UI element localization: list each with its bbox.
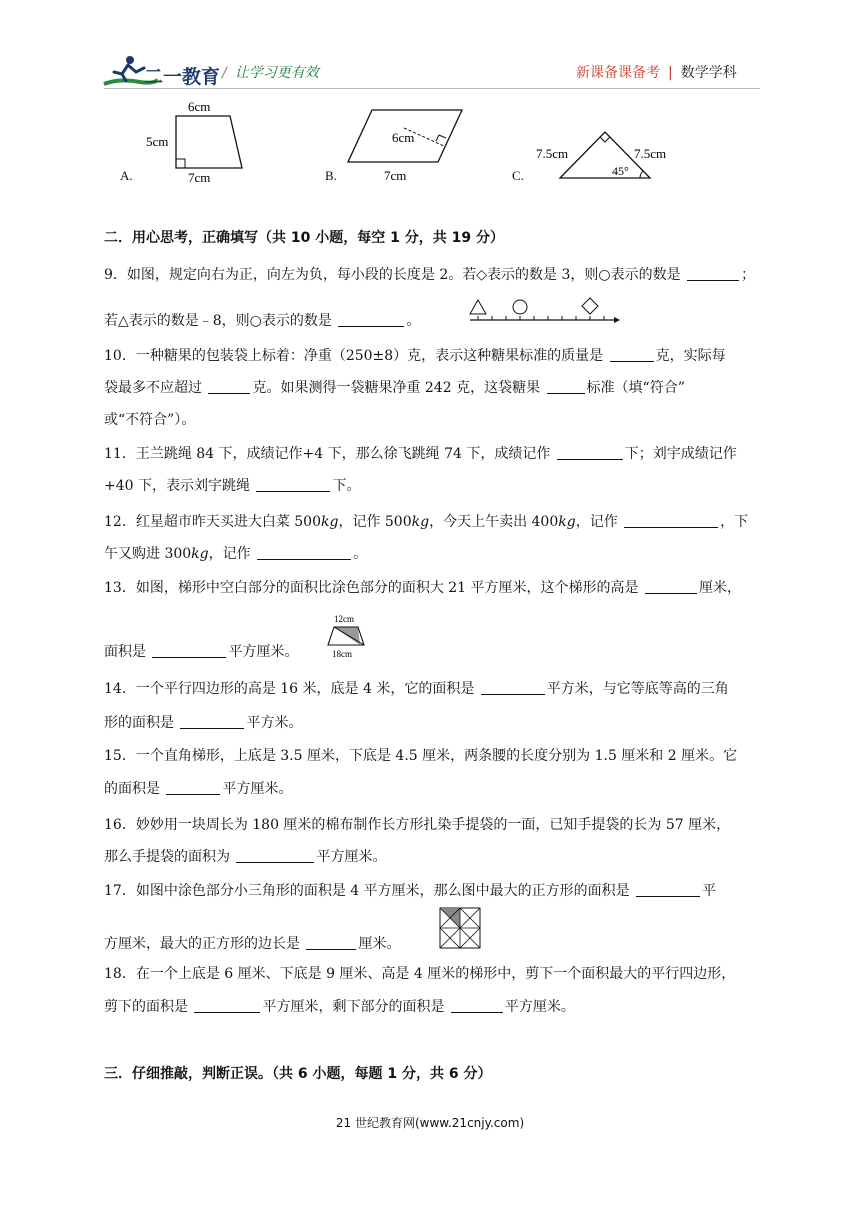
header-subject: 数学学科 bbox=[680, 65, 737, 81]
q18-line-2: 剪下的面积是 平方厘米，剩下部分的面积是 平方厘米。 bbox=[104, 999, 575, 1015]
option-b-label: B. bbox=[325, 168, 337, 183]
fig-b-bottom-label: 7cm bbox=[384, 168, 407, 183]
q17-blank-1[interactable] bbox=[636, 881, 700, 897]
fig-b-height-label: 6cm bbox=[392, 130, 415, 145]
q18-line-1: 18．在一个上底是 6 厘米、下底是 9 厘米、高是 4 厘米的梯形中，剪下一个面积最大的平行四边形， bbox=[104, 966, 736, 982]
triangle-marker-icon bbox=[470, 300, 486, 314]
q18-blank-1[interactable] bbox=[194, 997, 260, 1013]
section-3-title: 三．仔细推敲，判断正误。（共 6 小题，每题 1 分，共 6 分） bbox=[104, 1066, 492, 1082]
q14-line-1: 14．一个平行四边形的高是 16 米，底是 4 米，它的面积是 平方米，与它等底等高的三角 bbox=[104, 681, 729, 697]
q17-line-1: 17．如图中涂色部分小三角形的面积是 4 平方厘米，那么图中最大的正方形的面积是 平 bbox=[104, 883, 717, 899]
diamond-marker-icon bbox=[582, 298, 598, 314]
q15-line-1: 15．一个直角梯形，上底是 3.5 厘米，下底是 4.5 厘米，两条腰的长度分别为 1.5 厘米和 2 厘米。它 bbox=[104, 748, 738, 764]
q12-line-2: 午又购进 300kg，记作 。 bbox=[104, 546, 368, 562]
q13-line-1: 13．如图，梯形中空白部分的面积比涂色部分的面积大 21 平方厘米，这个梯形的高是 厘米， bbox=[104, 580, 741, 596]
q17-line-2: 方厘米，最大的正方形的边长是 厘米。 bbox=[104, 936, 401, 952]
triangle-figure-c bbox=[530, 124, 690, 184]
q10-blank-2[interactable] bbox=[208, 378, 250, 394]
option-a-label: A. bbox=[120, 168, 133, 183]
logo-text: 二一教育 bbox=[144, 66, 221, 88]
q14-blank-1[interactable] bbox=[481, 679, 545, 695]
q14-blank-2[interactable] bbox=[180, 713, 244, 729]
q15-line-2: 的面积是 平方厘米。 bbox=[104, 781, 293, 797]
fig-a-left-label: 5cm bbox=[146, 134, 169, 149]
nested-square-figure bbox=[438, 906, 482, 950]
section-2-title: 二．用心思考，正确填写（共 10 小题，每空 1 分，共 19 分） bbox=[104, 230, 504, 246]
trapezoid-figure-a bbox=[140, 96, 250, 186]
q15-blank-1[interactable] bbox=[166, 779, 220, 795]
fig-c-angle-label: 45° bbox=[612, 164, 629, 178]
q12-blank-1[interactable] bbox=[624, 512, 718, 528]
page-footer: 21 世纪教育网(www.21cnjy.com) bbox=[335, 1116, 525, 1130]
circle-marker-icon bbox=[513, 300, 527, 314]
q13-blank-2[interactable] bbox=[152, 642, 226, 658]
header-course: 新课备课备考 bbox=[576, 65, 660, 81]
shaded-trapezoid-figure bbox=[322, 611, 370, 663]
q14-line-2: 形的面积是 平方米。 bbox=[104, 715, 303, 731]
q16-line-1: 16．妙妙用一块周长为 180 厘米的棉布制作长方形扎染手提袋的一面，已知手提袋的长为 57 厘米， bbox=[104, 817, 731, 833]
fig-a-bottom-label: 7cm bbox=[188, 170, 211, 185]
q10-blank-3[interactable] bbox=[547, 378, 585, 394]
q13-line-2: 面积是 平方厘米。 bbox=[104, 644, 299, 660]
q17-blank-2[interactable] bbox=[306, 934, 356, 950]
q10-line-1: 10．一种糖果的包装袋上标着：净重（250±8）克，表示这种糖果标准的质量是 克，实际每 bbox=[104, 348, 726, 364]
q12-blank-2[interactable] bbox=[257, 544, 351, 560]
fig-a-top-label: 6cm bbox=[188, 99, 211, 114]
q9-line-2: 若△表示的数是﹣8，则○表示的数是 。 bbox=[104, 313, 421, 329]
q10-line-3: 或“不符合”）。 bbox=[104, 412, 196, 428]
fig-c-right-label: 7.5cm bbox=[634, 146, 667, 161]
header-divider bbox=[104, 88, 760, 89]
q11-line-2: +40 下，表示刘宇跳绳 下。 bbox=[104, 478, 361, 494]
q9-blank-2[interactable] bbox=[338, 311, 404, 327]
q10-line-2: 袋最多不应超过 克。如果测得一袋糖果净重 242 克，这袋糖果 标准（填“符合” bbox=[104, 380, 685, 396]
fig-c-left-label: 7.5cm bbox=[536, 146, 569, 161]
fig-13-bottom-label: 18cm bbox=[332, 649, 352, 659]
q11-blank-2[interactable] bbox=[256, 476, 330, 492]
option-c-label: C. bbox=[512, 168, 524, 183]
parallelogram-figure-b bbox=[340, 100, 470, 185]
header-slogan: / 让学习更有效 bbox=[222, 65, 319, 81]
q16-line-2: 那么手提袋的面积为 平方厘米。 bbox=[104, 849, 387, 865]
header-right: 新课备课备考 | 数学学科 bbox=[576, 65, 737, 81]
q11-blank-1[interactable] bbox=[557, 444, 623, 460]
number-line-figure bbox=[462, 294, 622, 328]
fig-13-top-label: 12cm bbox=[334, 614, 354, 624]
q16-blank-1[interactable] bbox=[236, 847, 314, 863]
q9-blank-1[interactable] bbox=[687, 265, 739, 281]
q9-line-1: 9．如图，规定向右为正，向左为负，每小段的长度是 2。若◇表示的数是 3，则○表示的数是 ； bbox=[104, 267, 756, 283]
q10-blank-1[interactable] bbox=[610, 346, 654, 362]
q18-blank-2[interactable] bbox=[451, 997, 503, 1013]
q13-blank-1[interactable] bbox=[645, 578, 697, 594]
q11-line-1: 11．王兰跳绳 84 下，成绩记作+4 下，那么徐飞跳绳 74 下，成绩记作 下；刘宇成绩记作 bbox=[104, 446, 737, 462]
q12-line-1: 12．红星超市昨天买进大白菜 500kg，记作 500kg，今天上午卖出 400kg，记作 ，下 bbox=[104, 514, 749, 530]
